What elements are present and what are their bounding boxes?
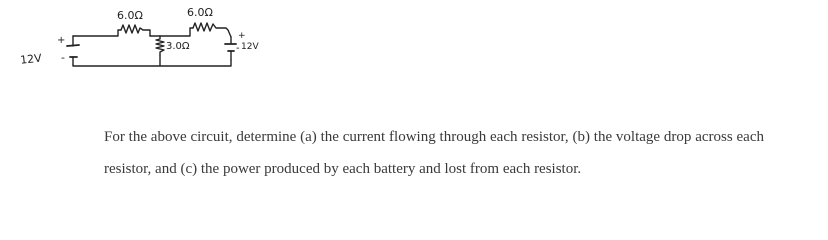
resistor-1 (121, 25, 150, 36)
problem-statement: For the above circuit, determine (a) the current flowing through each resistor, (b) the voltage drop across each resistor, and (c) the power produced by each battery and lost from each resistor. (104, 129, 764, 177)
resistor-3 (156, 36, 164, 56)
resistor-1-label: 6.0Ω (117, 9, 143, 22)
right-battery (225, 37, 236, 60)
resistor-2 (193, 23, 231, 37)
right-battery-minus: - (236, 43, 240, 54)
circuit-diagram (0, 0, 828, 100)
left-battery (67, 36, 79, 65)
wire-top-middle (150, 28, 193, 36)
resistor-2-label: 6.0Ω (187, 6, 213, 19)
wire-top-left (73, 30, 121, 36)
wire-bottom (73, 56, 231, 66)
resistor-3-label: 3.0Ω (166, 41, 190, 52)
right-battery-plus: + (238, 31, 246, 41)
left-battery-plus: + (57, 35, 66, 46)
left-battery-minus: - (61, 51, 65, 64)
right-battery-label: 12V (241, 42, 259, 52)
left-battery-label: 12V (19, 51, 43, 67)
